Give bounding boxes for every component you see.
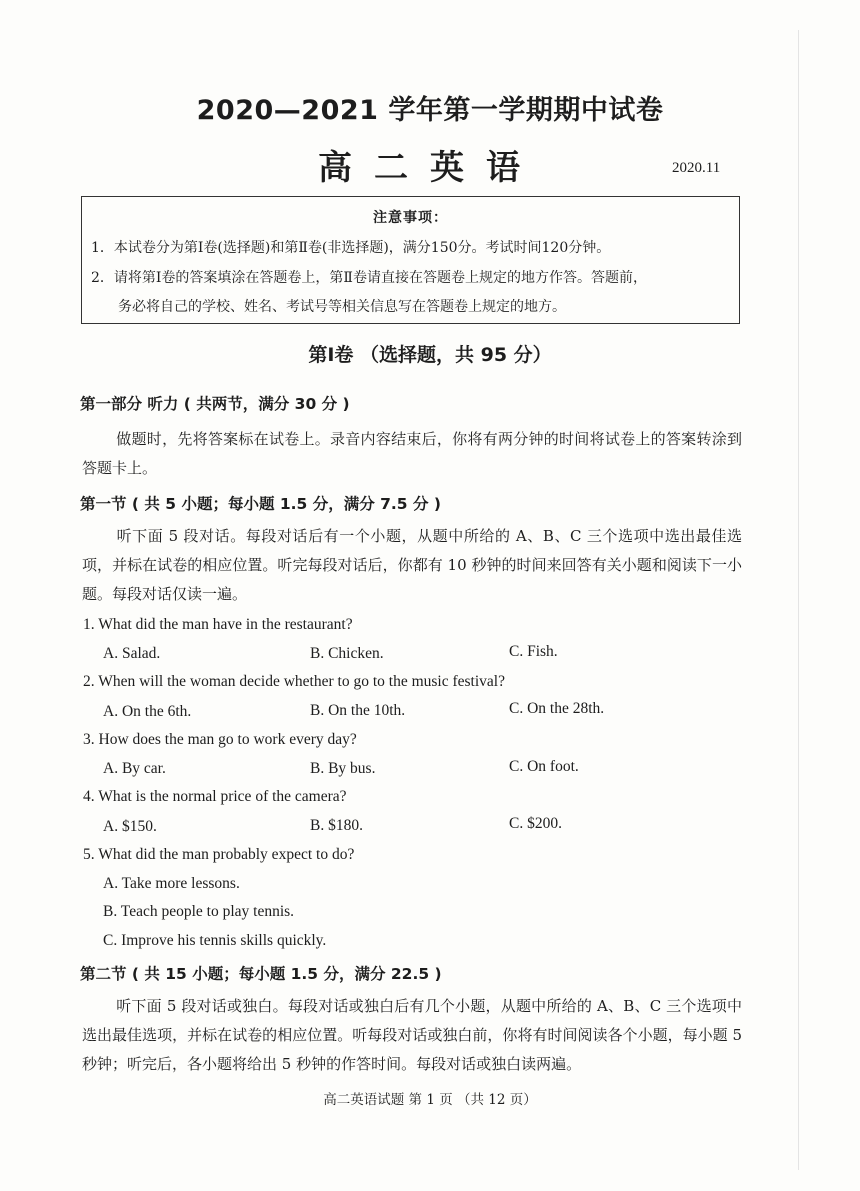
notice-box [81,196,740,324]
section2-instruction-text: 听下面 5 段对话或独白。每段对话或独白后有几个小题，从题中所给的 A、B、C 三个选项中选出最佳选项，并标在试卷的相应位置。听每段对话或独白前，你将有时间阅读各个小题，每小题 5 秒钟；听完后，各小题将给出 5 秒钟的作答时间。每段对话或独白读两遍。 [82,997,742,1073]
question-4-option-b: B. $180. [310,817,363,834]
question-1-option-b: B. Chicken. [310,645,384,662]
notice-line-3: 务必将自己的学校、姓名、考试号等相关信息写在答题卷上规定的地方。 [118,299,566,315]
question-3-option-c: C. On foot. [509,758,579,775]
question-2-option-a: A. On the 6th. [103,703,192,720]
question-5-option-b: B. Teach people to play tennis. [103,903,295,920]
question-2-option-c: C. On the 28th. [509,700,605,717]
section1-instruction-text: 听下面 5 段对话。每段对话后有一个小题，从题中所给的 A、B、C 三个选项中选出最佳选项，并标在试卷的相应位置。听完每段对话后，你都有 10 秒钟的时间来回答有关小题和阅读下一小题。每段对话仅读一遍。 [82,527,742,603]
question-2-option-b: B. On the 10th. [310,702,406,719]
part1-title: 第一部分 听力 ( 共两节，满分 30 分 ) [80,395,350,413]
section2-instruction [82,992,742,1079]
section2-title: 第二节 ( 共 15 小题；每小题 1.5 分，满分 22.5 ) [80,965,442,983]
page-footer: 高二英语试题 第 1 页 （共 12 页） [323,1092,537,1108]
question-5-option-a: A. Take more lessons. [103,875,240,892]
question-2-stem: 2. When will the woman decide whether to go to the music festival? [83,673,505,690]
exam-subject: 高二英语 [318,148,542,188]
question-3-stem: 3. How does the man go to work every day? [83,731,357,748]
volume-title: 第Ⅰ卷 （选择题，共 95 分） [308,344,552,366]
question-4-option-a: A. $150. [103,818,157,835]
question-5-stem: 5. What did the man probably expect to do? [83,846,355,863]
notice-line-2: 2．请将第Ⅰ卷的答案填涂在答题卷上，第Ⅱ卷请直接在答题卷上规定的地方作答。答题前， [91,270,647,286]
question-3-option-b: B. By bus. [310,760,376,777]
question-1-stem: 1. What did the man have in the restaurant? [83,616,353,633]
section1-instruction [82,522,742,609]
question-3-option-a: A. By car. [103,760,166,777]
question-1-option-a: A. Salad. [103,645,161,662]
part1-instruction-text: 做题时，先将答案标在试卷上。录音内容结束后，你将有两分钟的时间将试卷上的答案转涂到答题卡上。 [82,430,742,477]
question-5-option-c: C. Improve his tennis skills quickly. [103,932,327,949]
scan-edge-line [798,30,799,1170]
question-1-option-c: C. Fish. [509,643,558,660]
exam-title: 2020—2021 学年第一学期期中试卷 [196,95,664,126]
notice-title: 注意事项： [373,210,448,226]
question-4-stem: 4. What is the normal price of the camera? [83,788,347,805]
part1-instruction [82,425,742,483]
notice-line-1: 1．本试卷分为第Ⅰ卷(选择题)和第Ⅱ卷(非选择题)，满分150分。考试时间120分钟。 [91,240,611,256]
question-4-option-c: C. $200. [509,815,562,832]
section1-title: 第一节 ( 共 5 小题；每小题 1.5 分，满分 7.5 分 ) [80,495,441,513]
exam-date: 2020.11 [672,160,721,176]
